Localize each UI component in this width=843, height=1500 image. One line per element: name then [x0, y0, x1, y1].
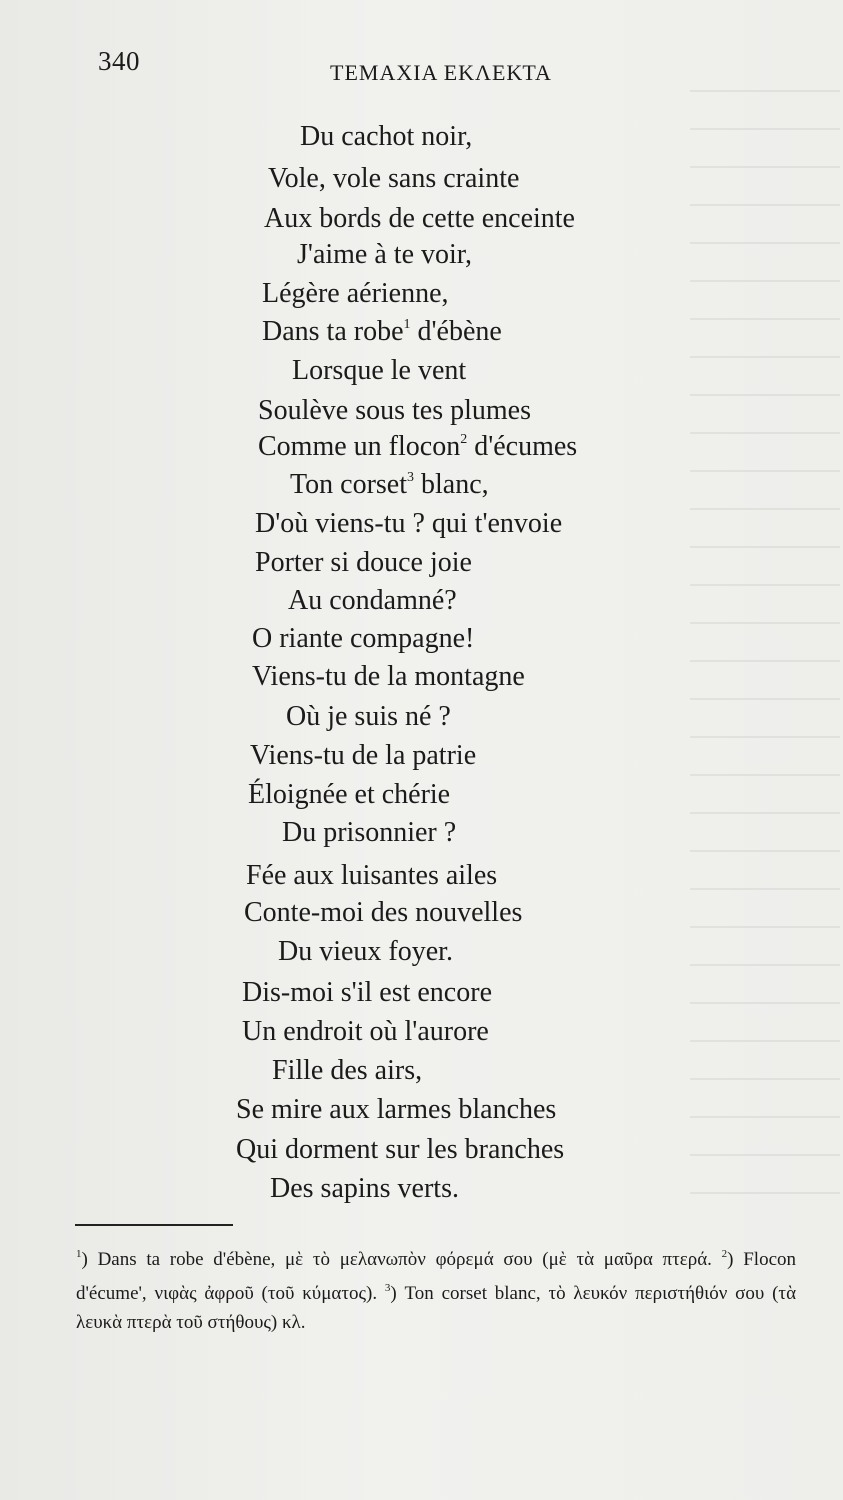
poem-line: Où je suis né ? [286, 701, 451, 732]
poem-line: Vole, vole sans crainte [268, 163, 520, 194]
poem-line: Porter si douce joie [255, 547, 472, 578]
show-through-text [690, 90, 840, 1210]
poem-line: Fille des airs, [272, 1055, 423, 1086]
poem-line: D'où viens-tu ? qui t'envoie [255, 508, 563, 539]
footnote: $^2$) Flocon d'écume', νιφὰς ἀφροῦ (τοῦ κύματος). [76, 1248, 796, 1304]
poem-line: Des sapins verts. [270, 1173, 459, 1204]
poem-line: Légère aérienne, [262, 278, 449, 309]
footnote: $^3$) Ton corset blanc, τὸ λευκόν περιστήθιόν σου (τὰ λευκὰ πτερὰ τοῦ στήθους) κλ. [76, 1282, 797, 1333]
running-head: ΤΕΜΑΧΙΑ ΕΚΛΕΚΤΑ [330, 60, 552, 85]
poem-line: Un endroit où l'aurore [242, 1016, 489, 1047]
poem-line: Viens-tu de la patrie [250, 740, 477, 771]
poem-line: J'aime à te voir, [297, 239, 472, 270]
poem-line: Se mire aux larmes blanches [236, 1094, 557, 1125]
footnotes [76, 1240, 796, 1337]
poem-line: Lorsque le vent [292, 355, 467, 386]
poem-line: Au condamné? [288, 585, 457, 616]
poem-line: Fée aux luisantes ailes [246, 860, 498, 891]
page-number: 340 [98, 46, 140, 76]
footnote: $^1$) Dans ta robe d'ébène, μὲ τὸ μελανωπὸν φόρεμά σου (μὲ τὰ μαῦρα πτερά. [76, 1248, 712, 1270]
poem-line: Ton corset$^3$ blanc, [290, 469, 489, 500]
poem-line: Conte-moi des nouvelles [244, 897, 523, 928]
poem-line: Qui dorment sur les branches [236, 1134, 565, 1165]
poem-line: Soulève sous tes plumes [258, 395, 531, 426]
poem-line: O riante compagne! [252, 623, 475, 654]
poem-line: Éloignée et chérie [248, 779, 451, 810]
poem-line: Du prisonnier ? [282, 817, 457, 848]
poem-line: Aux bords de cette enceinte [264, 203, 575, 234]
poem-line: Du cachot noir, [300, 121, 473, 152]
poem-line: Dans ta robe$^1$ d'ébène [262, 316, 502, 347]
poem-line: Viens-tu de la montagne [252, 661, 525, 692]
poem-line: Dis-moi s'il est encore [242, 977, 492, 1008]
footnote-rule [75, 1224, 233, 1226]
footnote-marker: 2 [460, 432, 468, 447]
footnote-marker: 3 [407, 470, 415, 485]
poem-line: Du vieux foyer. [278, 936, 453, 967]
footnote-marker: 1 [403, 317, 411, 332]
poem-line: Comme un flocon$^2$ d'écumes [258, 431, 578, 462]
